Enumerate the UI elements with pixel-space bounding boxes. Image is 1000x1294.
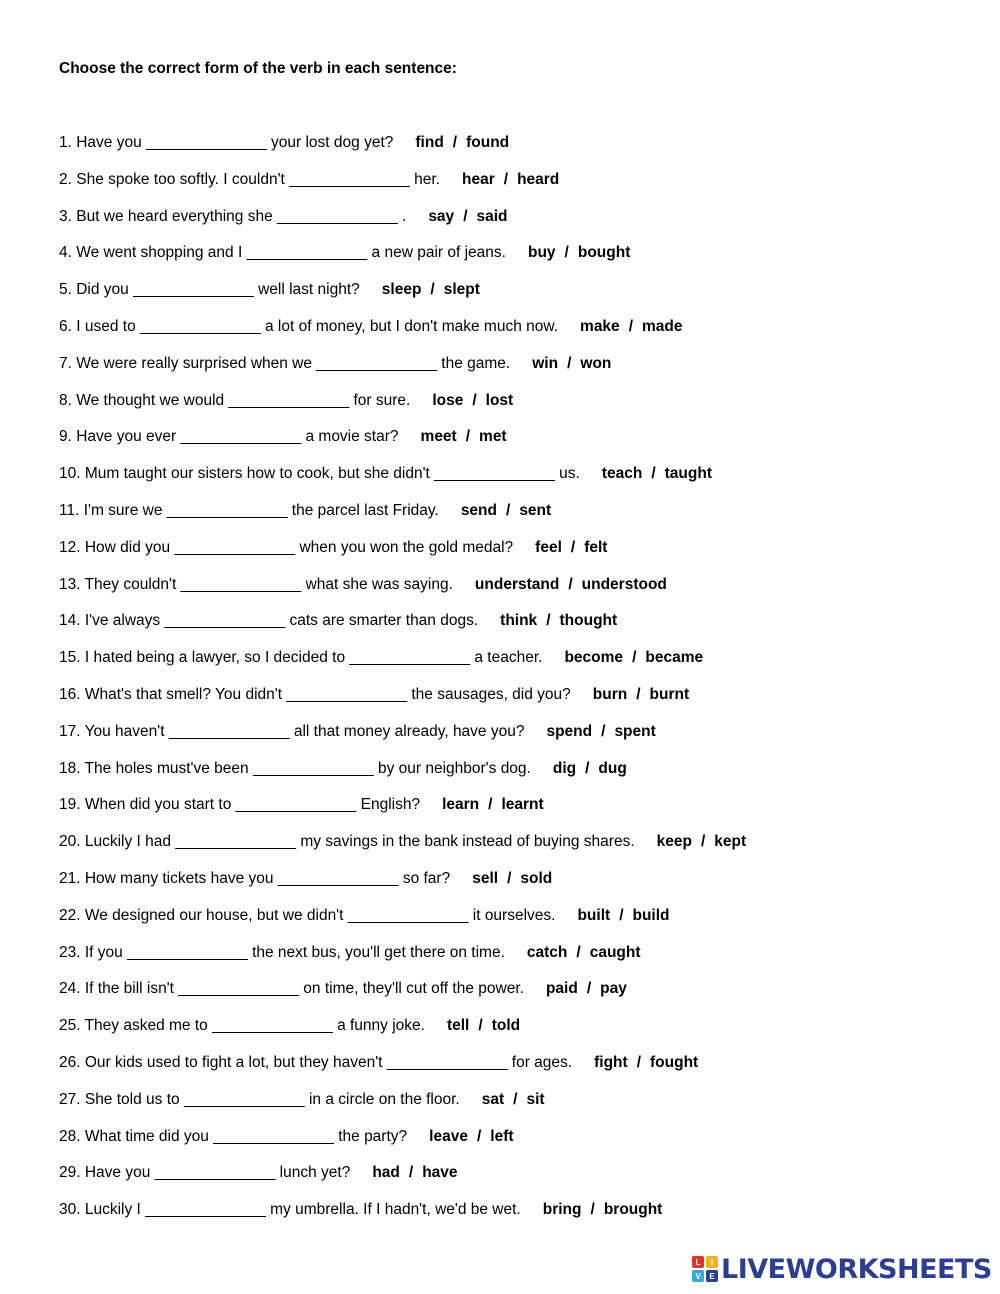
verb-option-b: thought (559, 612, 618, 630)
question-text-after: for ages. (507, 1053, 573, 1071)
answer-blank[interactable]: ______________ (277, 869, 399, 887)
answer-blank[interactable]: ______________ (316, 354, 437, 372)
verb-option-a: meet (420, 428, 457, 446)
option-separator: / (503, 170, 509, 188)
question-text-before: 30. Luckily I (59, 1201, 146, 1219)
verb-option-a: become (564, 649, 624, 667)
question-text-before: 11. I'm sure we (59, 501, 167, 519)
question-text-after: by our neighbor's dog. (373, 759, 531, 777)
option-separator: / (452, 134, 458, 151)
question-text-before: 13. They couldn't (59, 575, 181, 593)
verb-option-b: said (476, 207, 508, 225)
question-text-after: her. (409, 170, 440, 188)
verb-options (442, 796, 544, 813)
question-text-before: 7. We were really surprised when we (59, 354, 317, 372)
verb-options (532, 355, 611, 372)
verb-options (602, 465, 712, 482)
question-text-before: 4. We went shopping and I (59, 244, 247, 262)
answer-blank[interactable]: ______________ (168, 722, 290, 740)
question-list (59, 132, 959, 1236)
question-text-after: the sausages, did you? (407, 685, 571, 703)
question-text-before: 12. How did you (59, 538, 175, 556)
question-row (59, 574, 959, 611)
question-text-before: 8. We thought we would (59, 391, 229, 409)
answer-blank[interactable]: ______________ (286, 685, 408, 703)
verb-options (382, 281, 480, 298)
question-row (59, 942, 959, 979)
option-separator: / (636, 685, 641, 703)
question-text-before: 20. Luckily I had (59, 833, 176, 851)
logo-mark-tile: I (706, 1256, 718, 1268)
question-row (59, 831, 959, 868)
question-text-after: us. (554, 465, 580, 483)
question-text-after: so far? (398, 869, 451, 887)
verb-option-a: say (428, 207, 455, 225)
option-separator: / (465, 428, 471, 446)
verb-option-a: hear (462, 170, 495, 188)
question-text-before: 24. If the bill isn't (59, 980, 179, 998)
verb-option-b: won (580, 354, 612, 372)
verb-options (553, 760, 627, 777)
verb-option-b: brought (603, 1201, 663, 1219)
question-text-after: when you won the gold medal? (295, 538, 514, 556)
verb-option-a: feel (535, 538, 562, 556)
answer-blank[interactable]: ______________ (289, 170, 410, 188)
verb-option-a: buy (527, 244, 556, 262)
verb-option-a: dig (552, 759, 577, 777)
verb-option-b: sent (519, 501, 552, 519)
option-separator: / (636, 1053, 641, 1071)
verb-options (415, 134, 509, 151)
logo-mark-tile: L (692, 1256, 704, 1268)
verb-option-b: taught (664, 465, 712, 483)
verb-option-b: build (632, 906, 670, 924)
verb-option-a: built (577, 906, 611, 924)
question-text-before: 21. How many tickets have you (59, 869, 278, 887)
verb-option-a: sell (472, 869, 499, 887)
verb-option-b: left (490, 1127, 514, 1145)
verb-option-a: think (500, 612, 538, 630)
option-separator: / (651, 465, 656, 483)
question-text-after: what she was saying. (301, 575, 453, 593)
verb-option-a: make (580, 317, 620, 335)
verb-options (593, 686, 689, 703)
verb-option-a: spend (546, 722, 593, 740)
option-separator: / (546, 612, 551, 630)
verb-option-a: had (372, 1164, 400, 1182)
verb-option-a: bring (542, 1201, 582, 1219)
option-separator: / (564, 244, 569, 262)
answer-blank[interactable]: ______________ (175, 833, 297, 851)
question-row (59, 279, 959, 316)
verb-options (543, 1201, 663, 1218)
answer-blank[interactable]: ______________ (183, 1090, 305, 1108)
option-separator: / (590, 1201, 595, 1219)
question-text-before: 2. She spoke too softly. I couldn't (59, 170, 290, 188)
question-text-before: 3. But we heard everything she (59, 207, 277, 225)
question-text-after: lunch yet? (275, 1164, 351, 1182)
verb-option-a: win (532, 354, 559, 372)
worksheet-instruction: Choose the correct form of the verb in each sentence: (59, 60, 457, 77)
question-text-before: 28. What time did you (59, 1127, 214, 1145)
verb-option-b: learnt (501, 796, 544, 814)
answer-blank[interactable]: ______________ (347, 906, 469, 924)
question-text-after: a new pair of jeans. (367, 244, 506, 262)
verb-option-a: understand (474, 575, 560, 593)
answer-blank[interactable]: ______________ (154, 1164, 276, 1182)
option-separator: / (513, 1090, 518, 1108)
option-separator: / (488, 796, 493, 814)
question-row (59, 905, 959, 942)
liveworksheets-logo-icon (692, 1256, 718, 1282)
option-separator: / (472, 391, 477, 409)
question-text-after: cats are smarter than dogs. (285, 612, 479, 630)
verb-options (472, 870, 552, 887)
answer-blank[interactable]: ______________ (235, 796, 357, 814)
answer-blank[interactable]: ______________ (146, 134, 267, 151)
answer-blank[interactable]: ______________ (133, 281, 254, 299)
verb-option-b: burnt (649, 685, 690, 703)
question-text-before: 16. What's that smell? You didn't (59, 685, 287, 703)
verb-option-b: lost (485, 391, 514, 409)
answer-blank[interactable]: ______________ (213, 1127, 334, 1145)
verb-option-b: heard (517, 170, 560, 188)
verb-option-a: keep (656, 833, 692, 851)
question-text-after: the party? (333, 1127, 408, 1145)
verb-options (482, 1091, 545, 1108)
answer-blank[interactable]: ______________ (349, 649, 471, 667)
verb-options (527, 944, 641, 961)
verb-options (428, 208, 507, 225)
question-text-before: 17. You haven't (59, 722, 169, 740)
question-row (59, 721, 959, 758)
verb-option-b: sold (520, 869, 553, 887)
answer-blank[interactable]: ______________ (178, 980, 299, 998)
answer-blank[interactable]: ______________ (228, 391, 350, 409)
answer-blank[interactable]: ______________ (252, 759, 374, 777)
answer-blank[interactable]: ______________ (166, 501, 288, 519)
option-separator: / (506, 501, 511, 519)
verb-option-b: became (645, 649, 704, 667)
question-row (59, 1052, 959, 1089)
question-row (59, 169, 959, 206)
verb-options (546, 723, 655, 740)
question-row (59, 426, 959, 463)
question-text-before: 6. I used to (59, 317, 140, 335)
question-text-after: your lost dog yet? (266, 134, 394, 151)
question-text-before: 10. Mum taught our sisters how to cook, but she didn't (59, 465, 435, 483)
verb-options (528, 244, 630, 261)
option-separator: / (567, 354, 572, 372)
option-separator: / (586, 980, 592, 998)
option-separator: / (408, 1164, 414, 1182)
answer-blank[interactable]: ______________ (164, 612, 286, 630)
question-row (59, 206, 959, 243)
question-row (59, 1015, 959, 1052)
verb-option-a: catch (526, 943, 568, 961)
option-separator: / (700, 833, 706, 851)
question-text-after: on time, they'll cut off the power. (298, 980, 524, 998)
option-separator: / (463, 207, 468, 225)
liveworksheets-logo (692, 1252, 992, 1286)
question-text-before: 27. She told us to (59, 1090, 184, 1108)
question-text-after: well last night? (253, 281, 360, 299)
option-separator: / (476, 1127, 482, 1145)
verb-option-a: sat (481, 1090, 505, 1108)
answer-blank[interactable]: ______________ (180, 428, 302, 446)
answer-blank[interactable]: ______________ (180, 575, 302, 593)
verb-option-b: caught (589, 943, 641, 961)
question-text-after: my savings in the bank instead of buying shares. (296, 833, 635, 851)
answer-blank[interactable]: ______________ (277, 207, 398, 225)
option-separator: / (568, 575, 573, 593)
question-text-after: a funny joke. (332, 1017, 425, 1035)
verb-option-b: made (642, 317, 683, 335)
verb-option-a: burn (592, 685, 628, 703)
verb-option-a: send (460, 501, 497, 519)
question-text-before: 1. Have you (59, 134, 147, 151)
logo-mark-tile: E (706, 1270, 718, 1282)
question-row (59, 463, 959, 500)
question-row (59, 316, 959, 353)
verb-options (580, 318, 682, 335)
verb-options (461, 502, 551, 519)
verb-option-b: felt (584, 538, 608, 556)
option-separator: / (478, 1017, 483, 1035)
question-text-after: for sure. (349, 391, 411, 409)
option-separator: / (430, 281, 435, 299)
verb-option-a: lose (432, 391, 464, 409)
option-separator: / (628, 317, 633, 335)
question-row (59, 1162, 959, 1199)
question-text-after: the next bus, you'll get there on time. (247, 943, 505, 961)
verb-option-b: met (479, 428, 507, 446)
verb-options (535, 539, 607, 556)
verb-option-a: sleep (381, 281, 422, 299)
verb-option-a: leave (429, 1127, 468, 1145)
answer-blank[interactable]: ______________ (174, 538, 296, 556)
question-text-after: the parcel last Friday. (287, 501, 439, 519)
answer-blank[interactable]: ______________ (145, 1201, 266, 1219)
option-separator: / (632, 649, 637, 667)
verb-options (577, 907, 669, 924)
verb-option-a: learn (442, 796, 480, 814)
question-row (59, 647, 959, 684)
question-text-after: in a circle on the floor. (304, 1090, 460, 1108)
option-separator: / (576, 943, 581, 961)
answer-blank[interactable]: ______________ (246, 244, 368, 262)
question-text-before: 5. Did you (59, 281, 134, 299)
question-text-before: 19. When did you start to (59, 796, 236, 814)
verb-options (447, 1017, 520, 1034)
verb-option-b: sit (526, 1090, 545, 1108)
question-row (59, 242, 959, 279)
question-row (59, 794, 959, 831)
option-separator: / (619, 906, 624, 924)
question-text-after: . (397, 207, 407, 225)
question-text-before: 18. The holes must've been (59, 759, 253, 777)
question-text-after: a movie star? (301, 428, 399, 446)
answer-blank[interactable]: ______________ (212, 1017, 333, 1035)
logo-mark-tile: V (692, 1270, 704, 1282)
question-row (59, 758, 959, 795)
option-separator: / (601, 722, 606, 740)
verb-option-a: teach (601, 465, 643, 483)
verb-options (546, 980, 627, 997)
verb-option-b: pay (600, 980, 627, 998)
option-separator: / (570, 538, 576, 556)
verb-options (564, 649, 703, 666)
verb-option-b: told (491, 1017, 521, 1035)
verb-option-b: found (466, 134, 510, 151)
question-text-before: 22. We designed our house, but we didn't (59, 906, 348, 924)
question-row (59, 353, 959, 390)
verb-option-b: kept (714, 833, 747, 851)
question-row (59, 390, 959, 427)
question-row (59, 868, 959, 905)
verb-option-b: fought (650, 1053, 699, 1071)
question-text-before: 15. I hated being a lawyer, so I decided to (59, 649, 350, 667)
verb-option-b: understood (581, 575, 667, 593)
verb-options (421, 428, 507, 445)
verb-options (657, 833, 747, 850)
brand-name: LIVEWORKSHEETS (721, 1253, 992, 1285)
question-text-after: a teacher. (470, 649, 543, 667)
answer-blank[interactable]: ______________ (127, 943, 248, 961)
question-row (59, 1089, 959, 1126)
question-text-after: my umbrella. If I hadn't, we'd be wet. (265, 1201, 521, 1219)
verb-option-a: find (415, 134, 444, 151)
verb-options (462, 171, 559, 188)
verb-options (500, 612, 617, 629)
verb-option-a: fight (594, 1053, 628, 1071)
question-row (59, 684, 959, 721)
question-row (59, 1126, 959, 1163)
question-text-after: it ourselves. (468, 906, 556, 924)
verb-options (429, 1128, 513, 1145)
verb-options (594, 1054, 698, 1071)
verb-option-b: have (422, 1164, 458, 1182)
question-row (59, 1199, 959, 1236)
question-row (59, 500, 959, 537)
verb-options (372, 1164, 457, 1181)
verb-option-a: tell (446, 1017, 470, 1035)
question-text-after: a lot of money, but I don't make much now. (260, 317, 559, 335)
question-row (59, 978, 959, 1015)
question-text-after: all that money already, have you? (289, 722, 525, 740)
verb-option-b: dug (598, 759, 627, 777)
question-text-before: 9. Have you ever (59, 428, 181, 446)
question-text-before: 29. Have you (59, 1164, 155, 1182)
verb-options (432, 392, 513, 409)
answer-blank[interactable]: ______________ (386, 1053, 508, 1071)
question-row (59, 610, 959, 647)
question-text-before: 25. They asked me to (59, 1017, 213, 1035)
question-row (59, 537, 959, 574)
question-text-before: 26. Our kids used to fight a lot, but they haven't (59, 1053, 387, 1071)
question-text-before: 23. If you (59, 943, 128, 961)
question-text-after: the game. (436, 354, 511, 372)
option-separator: / (585, 759, 590, 777)
question-text-before: 14. I've always (59, 612, 165, 630)
verb-option-b: spent (614, 722, 656, 740)
question-row (59, 132, 959, 169)
answer-blank[interactable]: ______________ (434, 465, 555, 483)
verb-option-a: paid (545, 980, 578, 998)
verb-options (475, 576, 667, 593)
answer-blank[interactable]: ______________ (140, 317, 261, 335)
verb-option-b: bought (577, 244, 631, 262)
question-text-after: English? (356, 796, 421, 814)
verb-option-b: slept (443, 281, 480, 299)
option-separator: / (507, 869, 512, 887)
